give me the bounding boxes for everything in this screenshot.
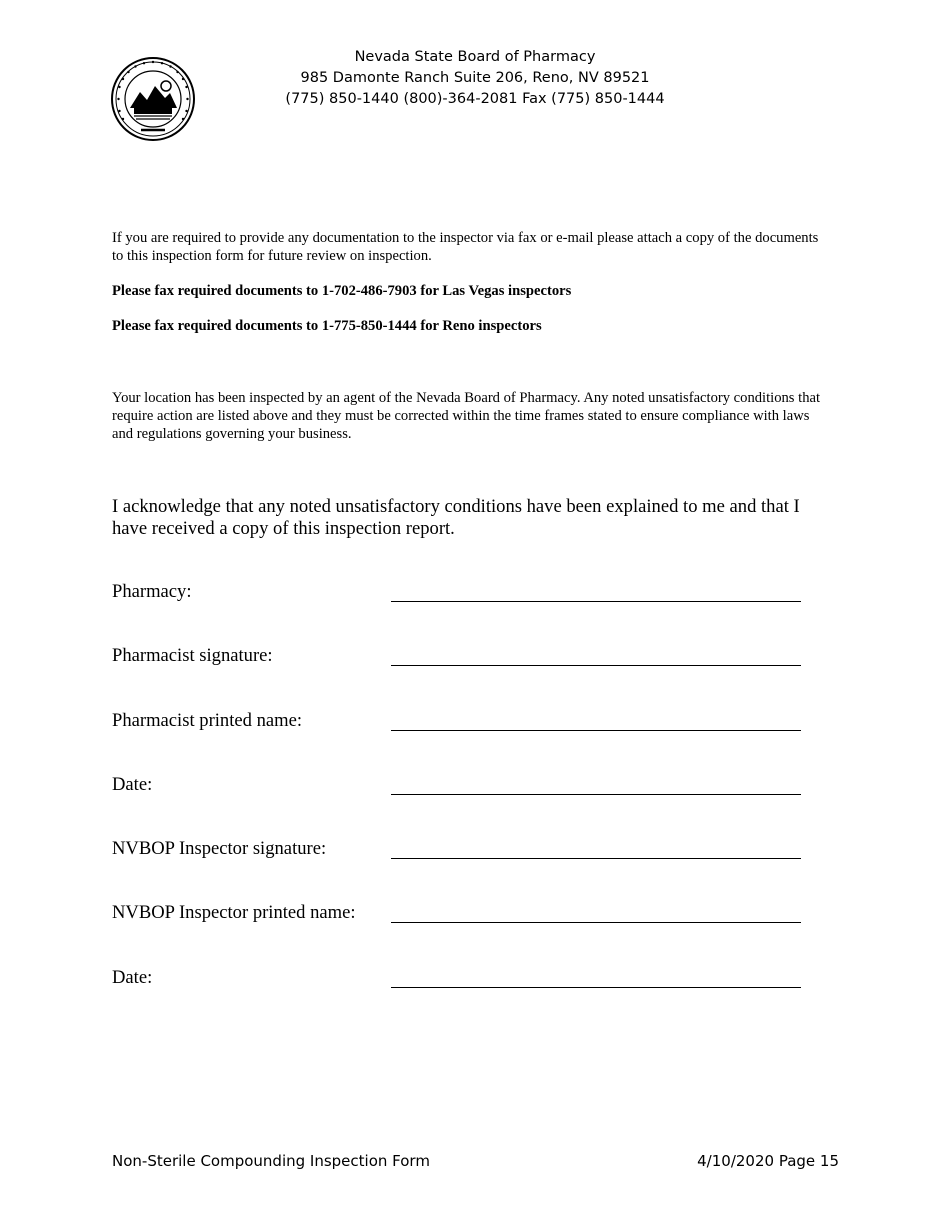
field-inspector-signature bbox=[112, 838, 812, 862]
field-inspector-printed-name bbox=[112, 902, 812, 926]
state-seal-icon bbox=[110, 56, 196, 142]
fax-reno-note: Please fax required documents to 1-775-850-1444 for Reno inspectors bbox=[112, 318, 542, 334]
inspection-notice: Your location has been inspected by an agent of the Nevada Board of Pharmacy. Any noted unsatisfactory conditions that require action are listed above and they must be corrected within the time frames stated to ensure compliance with laws and regulations governing your business. bbox=[112, 390, 821, 442]
fax-las-vegas-note: Please fax required documents to 1-702-486-7903 for Las Vegas inspectors bbox=[112, 283, 572, 299]
signature-line[interactable] bbox=[391, 858, 801, 859]
footer-form-name: Non-Sterile Compounding Inspection Form bbox=[112, 1152, 430, 1170]
documentation-note: If you are required to provide any documentation to the inspector via fax or e-mail please attach a copy of the documents to this inspection form for future review on inspection. bbox=[112, 230, 819, 264]
organization-phone: (775) 850-1440 (800)-364-2081 Fax (775) 850-1444 bbox=[285, 91, 665, 107]
organization-name: Nevada State Board of Pharmacy bbox=[354, 49, 596, 65]
signature-line[interactable] bbox=[391, 922, 801, 923]
signature-line[interactable] bbox=[391, 794, 801, 795]
letterhead bbox=[250, 47, 700, 110]
field-label: Pharmacy: bbox=[112, 581, 192, 602]
field-label: NVBOP Inspector signature: bbox=[112, 838, 327, 859]
signature-line[interactable] bbox=[391, 665, 801, 666]
field-label: Date: bbox=[112, 967, 153, 988]
field-pharmacist-signature bbox=[112, 645, 812, 669]
signature-line[interactable] bbox=[391, 730, 801, 731]
field-pharmacist-date bbox=[112, 774, 812, 798]
field-pharmacist-printed-name bbox=[112, 710, 812, 734]
field-label: Pharmacist printed name: bbox=[112, 710, 303, 731]
acknowledgement-statement: I acknowledge that any noted unsatisfactory conditions have been explained to me and that I have received a copy of this inspection report. bbox=[112, 496, 800, 539]
field-label: NVBOP Inspector printed name: bbox=[112, 902, 356, 923]
field-pharmacy bbox=[112, 581, 812, 605]
footer-date-page: 4/10/2020 Page 15 bbox=[697, 1152, 839, 1170]
field-label: Pharmacist signature: bbox=[112, 645, 273, 666]
signature-line[interactable] bbox=[391, 601, 801, 602]
organization-address: 985 Damonte Ranch Suite 206, Reno, NV 89521 bbox=[300, 70, 650, 86]
field-label: Date: bbox=[112, 774, 153, 795]
field-inspector-date bbox=[112, 967, 812, 991]
signature-line[interactable] bbox=[391, 987, 801, 988]
